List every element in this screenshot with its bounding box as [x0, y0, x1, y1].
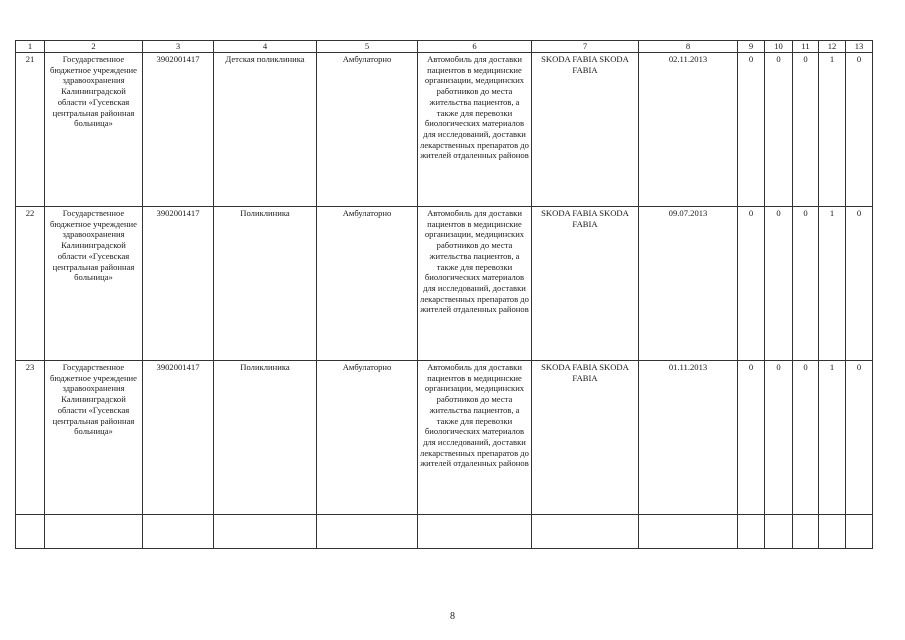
column-header: 13: [846, 41, 873, 53]
column-header: 4: [214, 41, 317, 53]
table-row: [16, 53, 873, 207]
date: 09.07.2013: [639, 207, 738, 361]
organization-name: Государственное бюджетное учреждение здравоохранения Калининградской области «Гусевская центральная районная больница»: [45, 53, 143, 207]
row-number: 23: [16, 361, 45, 515]
value-cell: 0: [846, 361, 873, 515]
value-cell: 0: [793, 361, 819, 515]
column-header: 2: [45, 41, 143, 53]
care-type: Амбулаторно: [317, 53, 418, 207]
column-header: 9: [738, 41, 765, 53]
care-type: Амбулаторно: [317, 207, 418, 361]
column-number-row: [16, 41, 873, 53]
value-cell: 0: [793, 53, 819, 207]
value-cell: 1: [819, 207, 846, 361]
inn: 3902001417: [143, 207, 214, 361]
care-type: Амбулаторно: [317, 361, 418, 515]
value-cell: 0: [765, 361, 793, 515]
column-header: 7: [532, 41, 639, 53]
organization-name: Государственное бюджетное учреждение здравоохранения Калининградской области «Гусевская центральная районная больница»: [45, 207, 143, 361]
column-header: 1: [16, 41, 45, 53]
vehicle-model: SKODA FABIA SKODA FABIA: [532, 53, 639, 207]
column-header: 3: [143, 41, 214, 53]
vehicle-purpose: Автомобиль для доставки пациентов в медицинские организации, медицинских работников до места жительства пациентов, а также для перевозки биологических материалов для исследований, доставки лекарственных препаратов до жителей отдаленных районов: [418, 361, 532, 515]
vehicle-purpose: Автомобиль для доставки пациентов в медицинские организации, медицинских работников до места жительства пациентов, а также для перевозки биологических материалов для исследований, доставки лекарственных препаратов до жителей отдаленных районов: [418, 207, 532, 361]
column-header: 5: [317, 41, 418, 53]
column-header: 11: [793, 41, 819, 53]
value-cell: 0: [738, 53, 765, 207]
table-row-empty: [16, 515, 873, 549]
vehicle-purpose: Автомобиль для доставки пациентов в медицинские организации, медицинских работников до места жительства пациентов, а также для перевозки биологических материалов для исследований, доставки лекарственных препаратов до жителей отдаленных районов: [418, 53, 532, 207]
department: Поликлиника: [214, 207, 317, 361]
value-cell: 0: [765, 53, 793, 207]
value-cell: 0: [846, 53, 873, 207]
row-number: 22: [16, 207, 45, 361]
vehicle-model: SKODA FABIA SKODA FABIA: [532, 361, 639, 515]
date: 02.11.2013: [639, 53, 738, 207]
value-cell: 0: [738, 361, 765, 515]
data-table: [15, 40, 873, 549]
inn: 3902001417: [143, 361, 214, 515]
column-header: 6: [418, 41, 532, 53]
organization-name: Государственное бюджетное учреждение здравоохранения Калининградской области «Гусевская центральная районная больница»: [45, 361, 143, 515]
value-cell: 1: [819, 53, 846, 207]
page-number: 8: [450, 611, 455, 622]
column-header: 12: [819, 41, 846, 53]
value-cell: 0: [738, 207, 765, 361]
inn: 3902001417: [143, 53, 214, 207]
table-row: [16, 207, 873, 361]
department: Поликлиника: [214, 361, 317, 515]
value-cell: 1: [819, 361, 846, 515]
department: Детская поликлиника: [214, 53, 317, 207]
column-header: 10: [765, 41, 793, 53]
value-cell: 0: [846, 207, 873, 361]
column-header: 8: [639, 41, 738, 53]
row-number: 21: [16, 53, 45, 207]
value-cell: 0: [793, 207, 819, 361]
vehicle-model: SKODA FABIA SKODA FABIA: [532, 207, 639, 361]
table-row: [16, 361, 873, 515]
value-cell: 0: [765, 207, 793, 361]
date: 01.11.2013: [639, 361, 738, 515]
